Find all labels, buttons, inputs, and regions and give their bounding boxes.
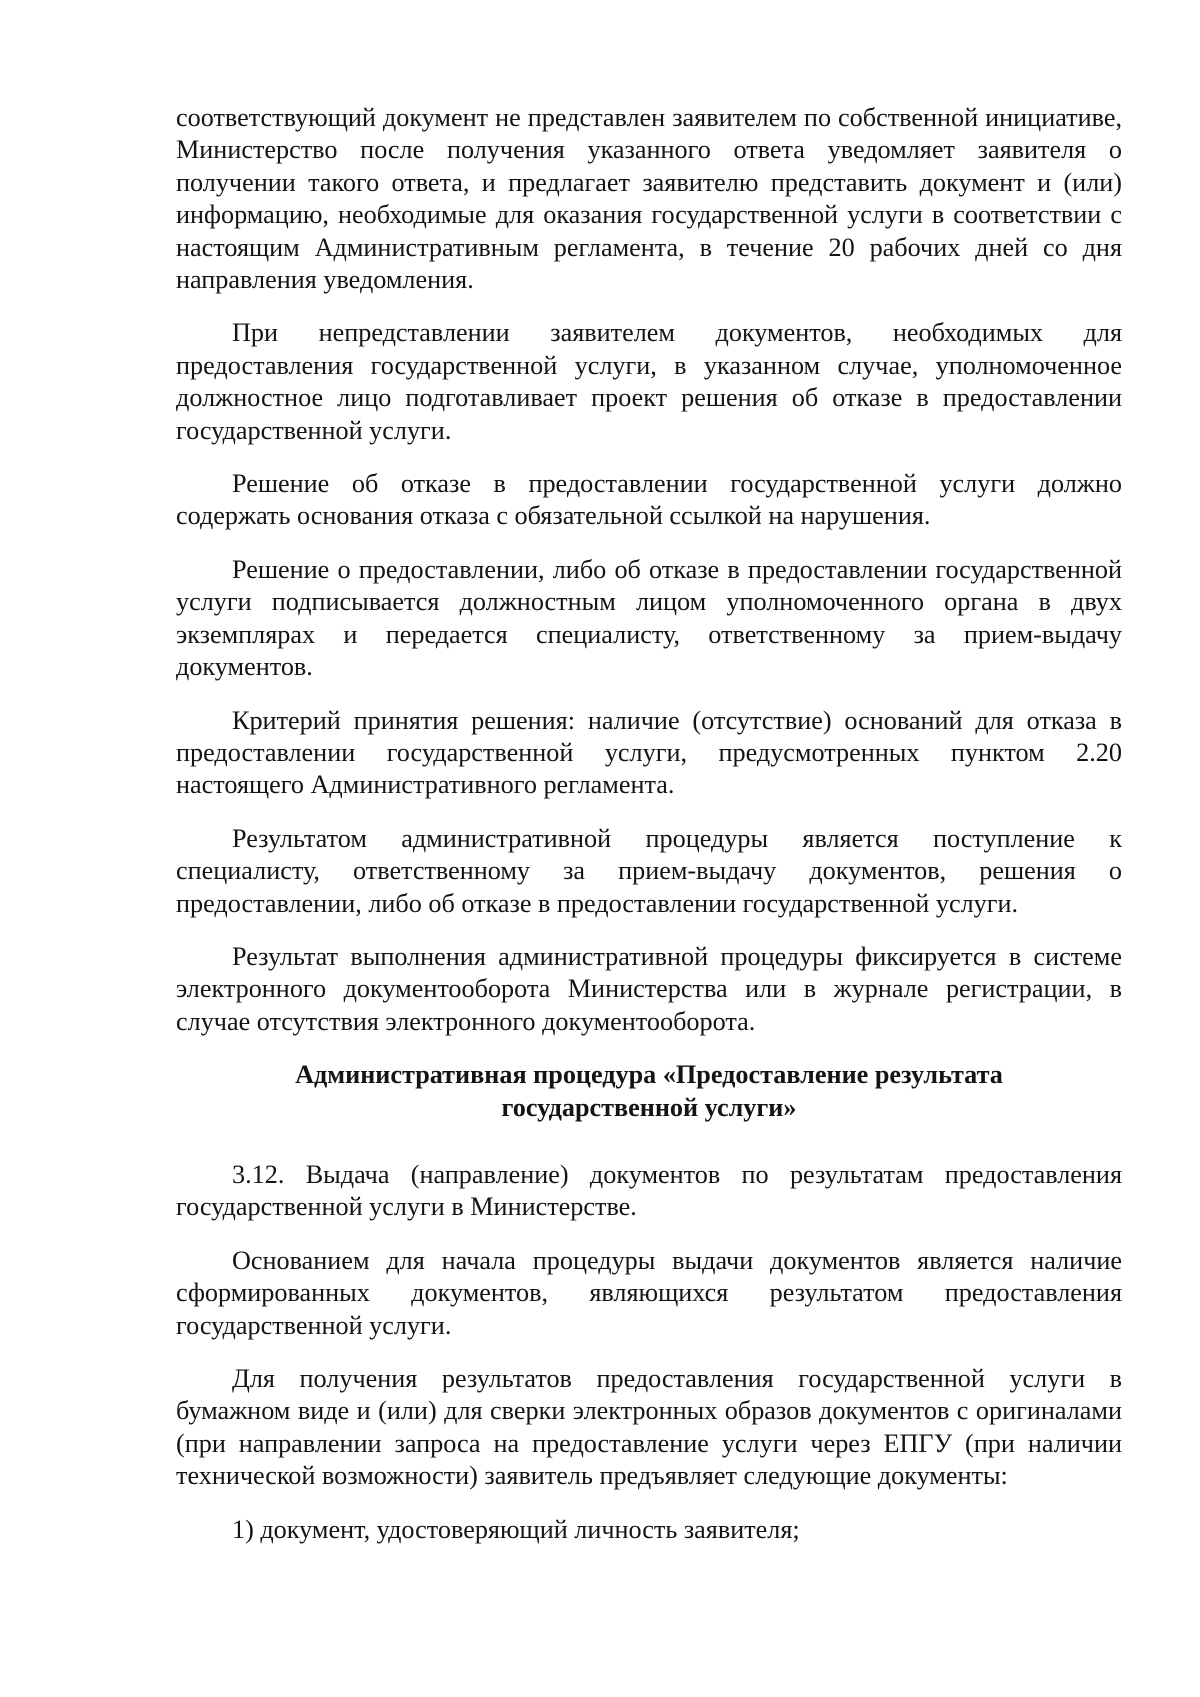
paragraph-issuance-basis: Основанием для начала процедуры выдачи документов является наличие сформированных документов, являющихся результатом предоставления государственной услуги. (176, 1245, 1122, 1340)
section-heading-line-1: Административная процедура «Предоставление результата (295, 1060, 1003, 1090)
paragraph-decision-signing: Решение о предоставлении, либо об отказе в предоставлении государственной услуги подписывается должностным лицом уполномоченного органа в двух экземплярах и передается специалисту, ответственному за прием-выдачу документов. (176, 554, 1122, 682)
section-heading-line-2: государственной услуги» (501, 1092, 797, 1122)
paragraph-required-documents: Для получения результатов предоставления государственной услуги в бумажном виде и (или) для сверки электронных образов документов с оригиналами (при направлении запроса на предоставление услуги через ЕПГУ (при наличии технической возможности) заявитель предъявляет следующие документы: (176, 1364, 1122, 1491)
paragraph-decision-criterion: Критерий принятия решения: наличие (отсутствие) оснований для отказа в предоставлении государственной услуги, предусмотренных пунктом 2.20 настоящего Административного регламента. (176, 705, 1122, 800)
paragraph-result-recording: Результат выполнения административной процедуры фиксируется в системе электронного документооборота Министерства или в журнале регистрации, в случае отсутствия электронного документооборота. (176, 941, 1122, 1036)
paragraph-non-submission: При непредставлении заявителем документов, необходимых для предоставления государственной услуги, в указанном случае, уполномоченное должностное лицо подготавливает проект решения об отказе в предоставлении государственной услуги. (176, 318, 1122, 445)
document-page (176, 102, 1122, 1567)
list-item-identity-document: 1) документ, удостоверяющий личность заявителя; (232, 1514, 800, 1544)
paragraph-procedure-result: Результатом административной процедуры является поступление к специалисту, ответственному за прием-выдачу документов, решения о предоставлении, либо об отказе в предоставлении государственной услуги. (176, 823, 1122, 918)
paragraph-refusal-decision: Решение об отказе в предоставлении государственной услуги должно содержать основания отказа с обязательной ссылкой на нарушения. (176, 469, 1122, 531)
section-heading (176, 1059, 1122, 1124)
paragraph-continuation: соответствующий документ не представлен заявителем по собственной инициативе, Министерство после получения указанного ответа уведомляет заявителя о получении такого ответа, и предлагает заявителю представить документ и (или) информацию, необходимые для оказания государственной услуги в соответствии с настоящим Административным регламента, в течение 20 рабочих дней со дня направления уведомления. (176, 103, 1122, 295)
paragraph-clause-3-12: 3.12. Выдача (направление) документов по результатам предоставления государственной услуги в Министерстве. (176, 1159, 1122, 1222)
